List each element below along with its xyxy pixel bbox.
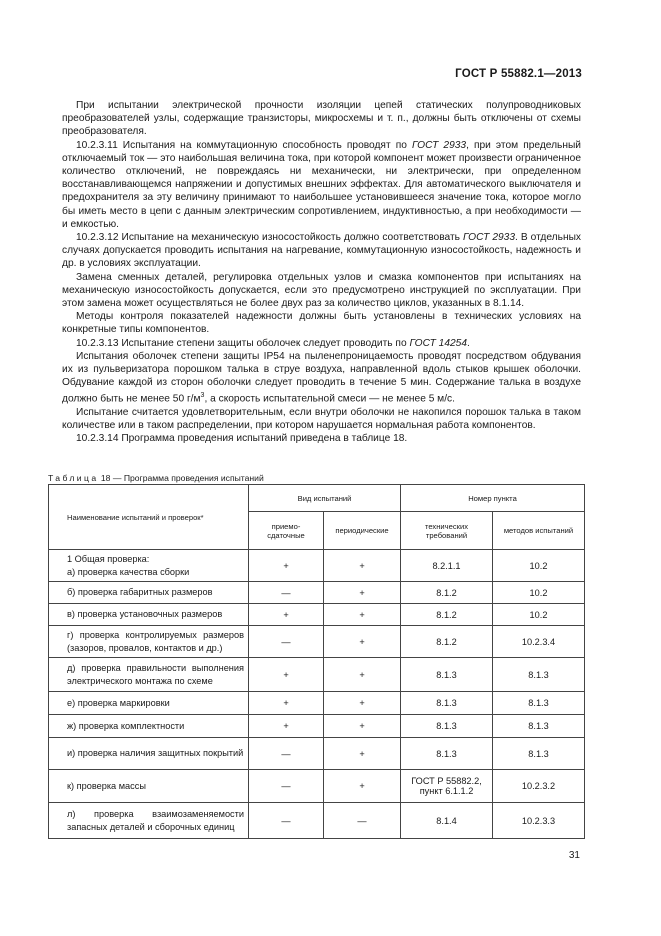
paragraph: Замена сменных деталей, регулировка отдельных узлов и смазка компонентов при испытаниях на механическую износостойкость допускается, если это предусмотрено инструкцией по эксплуатации. При этом замена может осуществляться не более двух раз за количество циклов, указанных в 8.1.14. bbox=[62, 271, 581, 310]
row-tech-req: 8.1.3 bbox=[401, 715, 493, 738]
row-name: л) проверка взаимозаменяемости запасных деталей и сборочных единиц bbox=[49, 803, 249, 839]
table-row bbox=[49, 715, 585, 738]
row-name: г) проверка контролируемых размеров (зазоров, провалов, контактов и др.) bbox=[49, 626, 249, 658]
row-test-method: 10.2.3.3 bbox=[493, 803, 585, 839]
row-test-method: 10.2.3.4 bbox=[493, 626, 585, 658]
row-periodic: — bbox=[324, 803, 401, 839]
row-tech-req: 8.1.4 bbox=[401, 803, 493, 839]
row-test-method: 8.1.3 bbox=[493, 738, 585, 770]
row-tech-req: 8.1.2 bbox=[401, 626, 493, 658]
paragraph: При испытании электрической прочности изоляции цепей статических полупроводниковых преобразователей узлы, содержащие транзисторы, микросхемы и т. п., должны быть отключены от схемы преобразователя. bbox=[62, 100, 581, 138]
col-header-name: Наименование испытаний и проверок* bbox=[49, 485, 249, 550]
col-header-acceptance: приемо-сдаточные bbox=[249, 512, 324, 550]
row-periodic: + bbox=[324, 770, 401, 803]
row-name: е) проверка маркировки bbox=[49, 692, 249, 715]
row-acceptance: + bbox=[249, 715, 324, 738]
row-test-method: 8.1.3 bbox=[493, 715, 585, 738]
row-tech-req: ГОСТ Р 55882.2, пункт 6.1.1.2 bbox=[401, 770, 493, 803]
row-acceptance: — bbox=[249, 770, 324, 803]
row-acceptance: — bbox=[249, 803, 324, 839]
paragraph: 10.2.3.11 Испытания на коммутационную способность проводят по ГОСТ 2933, при этом предельный отключаемый ток — это наибольшая величина тока, при которой компонент может произвести ограниченное количество отключений, не повреждаясь ни механически, ни электрически, при определенном восстанавливающемся напряжении и допустимых внешних эффектах. Для автоматического выключателя и предохранителя за эту величину принимают то наибольшее установившееся значение тока, которое могло бы иметь место в цепи с данным электрическим сопротивлением, индуктивностью, а при необходимости — и емкостью. bbox=[62, 139, 581, 230]
row-periodic: + bbox=[324, 604, 401, 626]
row-tech-req: 8.2.1.1 bbox=[401, 550, 493, 582]
row-test-method: 10.2 bbox=[493, 582, 585, 604]
row-name: д) проверка правильности выполнения электрического монтажа по схеме bbox=[49, 658, 249, 692]
body-text bbox=[62, 99, 581, 446]
row-test-method: 8.1.3 bbox=[493, 692, 585, 715]
document-code: ГОСТ Р 55882.1—2013 bbox=[455, 68, 582, 80]
row-tech-req: 8.1.3 bbox=[401, 658, 493, 692]
row-tech-req: 8.1.3 bbox=[401, 738, 493, 770]
col-header-periodic: периодические bbox=[324, 512, 401, 550]
paragraph: 10.2.3.13 Испытание степени защиты оболочек следует проводить по ГОСТ 14254. bbox=[76, 337, 470, 349]
row-name: б) проверка габаритных размеров bbox=[49, 582, 249, 604]
group-header-test-type: Вид испытаний bbox=[249, 485, 401, 512]
row-periodic: + bbox=[324, 582, 401, 604]
row-name: к) проверка массы bbox=[49, 770, 249, 803]
row-acceptance: — bbox=[249, 582, 324, 604]
row-name: 1 Общая проверка: а) проверка качества сборки bbox=[49, 550, 249, 582]
row-periodic: + bbox=[324, 550, 401, 582]
table-caption-word: Таблица bbox=[48, 473, 99, 483]
table-row bbox=[49, 626, 585, 658]
row-acceptance: + bbox=[249, 604, 324, 626]
row-name: в) проверка установочных размеров bbox=[49, 604, 249, 626]
row-periodic: + bbox=[324, 626, 401, 658]
paragraph: 10.2.3.12 Испытание на механическую износостойкость должно соответствовать ГОСТ 2933. В отдельных случаях допускается проводить испытания на нагревание, коммутационную износостойкость, надежность и др. в условиях эксплуатации. bbox=[62, 232, 581, 270]
paragraph: 10.2.3.14 Программа проведения испытаний приведена в таблице 18. bbox=[76, 433, 408, 445]
table-row bbox=[49, 770, 585, 803]
table-row bbox=[49, 692, 585, 715]
row-acceptance: + bbox=[249, 658, 324, 692]
table-row bbox=[49, 604, 585, 626]
row-name: ж) проверка комплектности bbox=[49, 715, 249, 738]
table-row bbox=[49, 738, 585, 770]
row-acceptance: — bbox=[249, 626, 324, 658]
table-caption-text: 18 — Программа проведения испытаний bbox=[100, 473, 264, 483]
group-header-clause: Номер пункта bbox=[401, 485, 585, 512]
col-header-tech-req: технических требований bbox=[401, 512, 493, 550]
paragraph: Испытания оболочек степени защиты IP54 на пыленепроницаемость проводят посредством обдувания их из пульверизатора порошком талька в струе воздуха, направленной вдоль стыков крышек оболочки. Обдувание каждой из сторон оболочки следует проводить в течение 5 мин. Содержание талька в воздухе должно быть не менее 50 $г/м^3$, а скорость испытательной смеси — не менее 5 м/с. bbox=[62, 350, 581, 405]
table-caption bbox=[48, 473, 264, 483]
row-periodic: + bbox=[324, 658, 401, 692]
paragraph: Методы контроля показателей надежности должны быть установлены в технических условиях на конкретные типы компонентов. bbox=[62, 311, 581, 336]
row-acceptance: + bbox=[249, 692, 324, 715]
row-tech-req: 8.1.2 bbox=[401, 604, 493, 626]
col-header-test-methods: методов испытаний bbox=[493, 512, 585, 550]
paragraph: Испытание считается удовлетворительным, если внутри оболочки не накопился порошок талька в таком количестве или в таком распределении, при котором нарушается нормальная работа компонентов. bbox=[62, 407, 581, 432]
test-program-table bbox=[48, 484, 585, 839]
table-row bbox=[49, 658, 585, 692]
row-test-method: 8.1.3 bbox=[493, 658, 585, 692]
row-test-method: 10.2.3.2 bbox=[493, 770, 585, 803]
table-row bbox=[49, 803, 585, 839]
row-periodic: + bbox=[324, 738, 401, 770]
row-tech-req: 8.1.3 bbox=[401, 692, 493, 715]
row-acceptance: + bbox=[249, 550, 324, 582]
row-acceptance: — bbox=[249, 738, 324, 770]
row-tech-req: 8.1.2 bbox=[401, 582, 493, 604]
table-row bbox=[49, 582, 585, 604]
table-row bbox=[49, 550, 585, 582]
row-test-method: 10.2 bbox=[493, 604, 585, 626]
page-number: 31 bbox=[568, 850, 580, 861]
row-periodic: + bbox=[324, 692, 401, 715]
row-periodic: + bbox=[324, 715, 401, 738]
row-name: и) проверка наличия защитных покрытий bbox=[49, 738, 249, 770]
row-test-method: 10.2 bbox=[493, 550, 585, 582]
